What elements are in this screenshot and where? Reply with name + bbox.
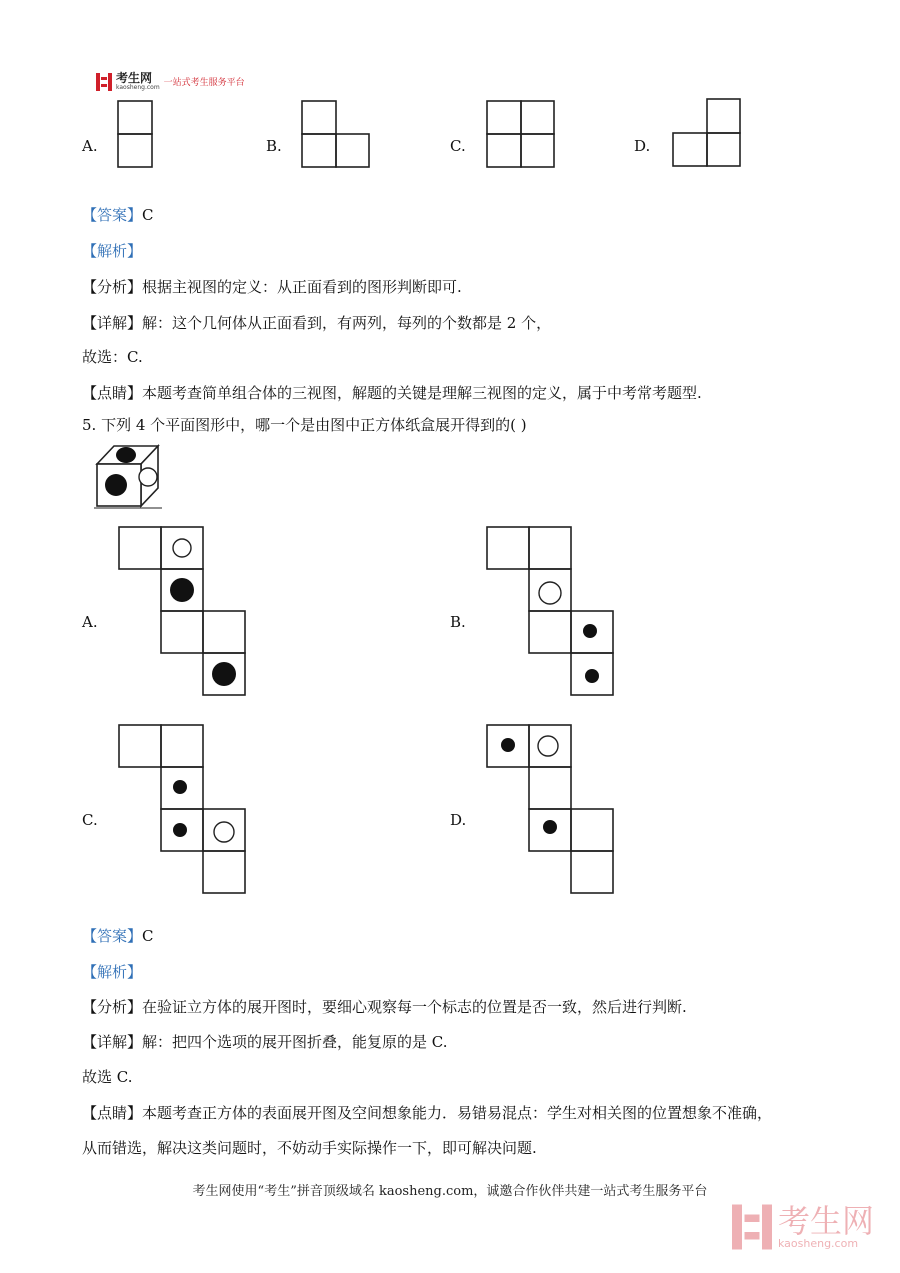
q5-xiangjie <box>82 1032 448 1052</box>
q5-question: 5. 下列 4 个平面图形中，哪一个是由图中正方体纸盒展开得到的( ) <box>82 416 527 434</box>
page-footer: 考生网使用“考生”拼音顶级域名 kaosheng.com，诚邀合作伙伴共建一站式考生服务平台 <box>192 1184 708 1199</box>
q5-option-a-figure <box>116 524 250 700</box>
cube-side-circle <box>139 468 157 486</box>
cube-front-dot <box>105 474 127 496</box>
q5-fenxi <box>82 997 687 1017</box>
fenxi-tag: 【分析】 <box>82 998 143 1016</box>
q4-option-d-label: D. <box>634 137 651 155</box>
answer-value: C <box>142 927 154 945</box>
dianjing-tag: 【点睛】 <box>82 1104 143 1122</box>
fenxi-text: 在验证立方体的展开图时，要细心观察每一个标志的位置是否一致，然后进行判断. <box>142 998 687 1016</box>
xiangjie-text: 解：这个几何体从正面看到，有两列，每列的个数都是 2 个， <box>142 314 552 332</box>
xiangjie-tag: 【详解】 <box>82 1033 143 1051</box>
fenxi-tag: 【分析】 <box>82 278 143 296</box>
q5-choice: 故选 C. <box>82 1068 133 1086</box>
q5-cube-figure <box>92 440 164 510</box>
dianjing-text: 本题考查正方体的表面展开图及空间想象能力．易错易混点：学生对相关图的位置想象不准确， <box>142 1104 773 1122</box>
watermark-name: 考生网 <box>777 1202 874 1240</box>
dianjing-text: 本题考查简单组合体的三视图，解题的关键是理解三视图的定义，属于中考常考题型. <box>142 384 702 402</box>
site-logo <box>96 72 245 91</box>
q4-dianjing <box>82 383 702 403</box>
q4-choice: 故选：C. <box>82 348 143 366</box>
watermark-domain: kaosheng.com <box>777 1237 859 1250</box>
q4-option-a-figure <box>115 98 157 170</box>
xiangjie-text: 解：把四个选项的展开图折叠，能复原的是 C. <box>142 1033 448 1051</box>
logo-name: 考生网 <box>116 71 153 85</box>
cube-top-dot <box>116 447 136 463</box>
q5-option-b-label: B. <box>450 613 466 631</box>
q4-option-c-figure <box>484 98 558 170</box>
dianjing-tag: 【点睛】 <box>82 384 143 402</box>
q4-fenxi <box>82 277 462 297</box>
q4-option-b-label: B. <box>266 137 282 155</box>
q5-option-d-label: D. <box>450 811 467 829</box>
q4-option-b-figure <box>299 98 373 170</box>
watermark-logo-icon <box>732 1203 772 1251</box>
q4-option-d-figure <box>670 96 744 170</box>
q5-dianjing <box>82 1103 772 1123</box>
q4-answer <box>82 205 154 225</box>
q5-option-c-figure <box>116 722 250 898</box>
q4-option-c-label: C. <box>450 137 466 155</box>
q5-option-a-label: A. <box>82 613 98 631</box>
xiangjie-tag: 【详解】 <box>82 314 143 332</box>
q4-option-a-label: A. <box>82 137 98 155</box>
logo-domain: kaosheng.com <box>116 84 160 91</box>
kaosheng-logo-icon <box>96 73 112 91</box>
q5-option-c-label: C. <box>82 811 98 829</box>
logo-slogan: 一站式考生服务平台 <box>163 78 245 88</box>
fenxi-text: 根据主视图的定义：从正面看到的图形判断即可. <box>142 278 462 296</box>
q5-option-d-figure <box>484 722 618 898</box>
answer-value: C <box>142 206 154 224</box>
q5-dianjing-continued: 从而错选，解决这类问题时，不妨动手实际操作一下，即可解决问题. <box>82 1139 537 1157</box>
answer-tag: 【答案】 <box>82 927 143 945</box>
watermark-logo <box>732 1203 874 1251</box>
q5-option-b-figure <box>484 524 618 700</box>
answer-tag: 【答案】 <box>82 206 143 224</box>
q5-analysis-tag: 【解析】 <box>82 963 143 981</box>
q4-xiangjie <box>82 313 551 333</box>
q4-analysis-tag: 【解析】 <box>82 242 143 260</box>
q5-answer <box>82 926 154 946</box>
